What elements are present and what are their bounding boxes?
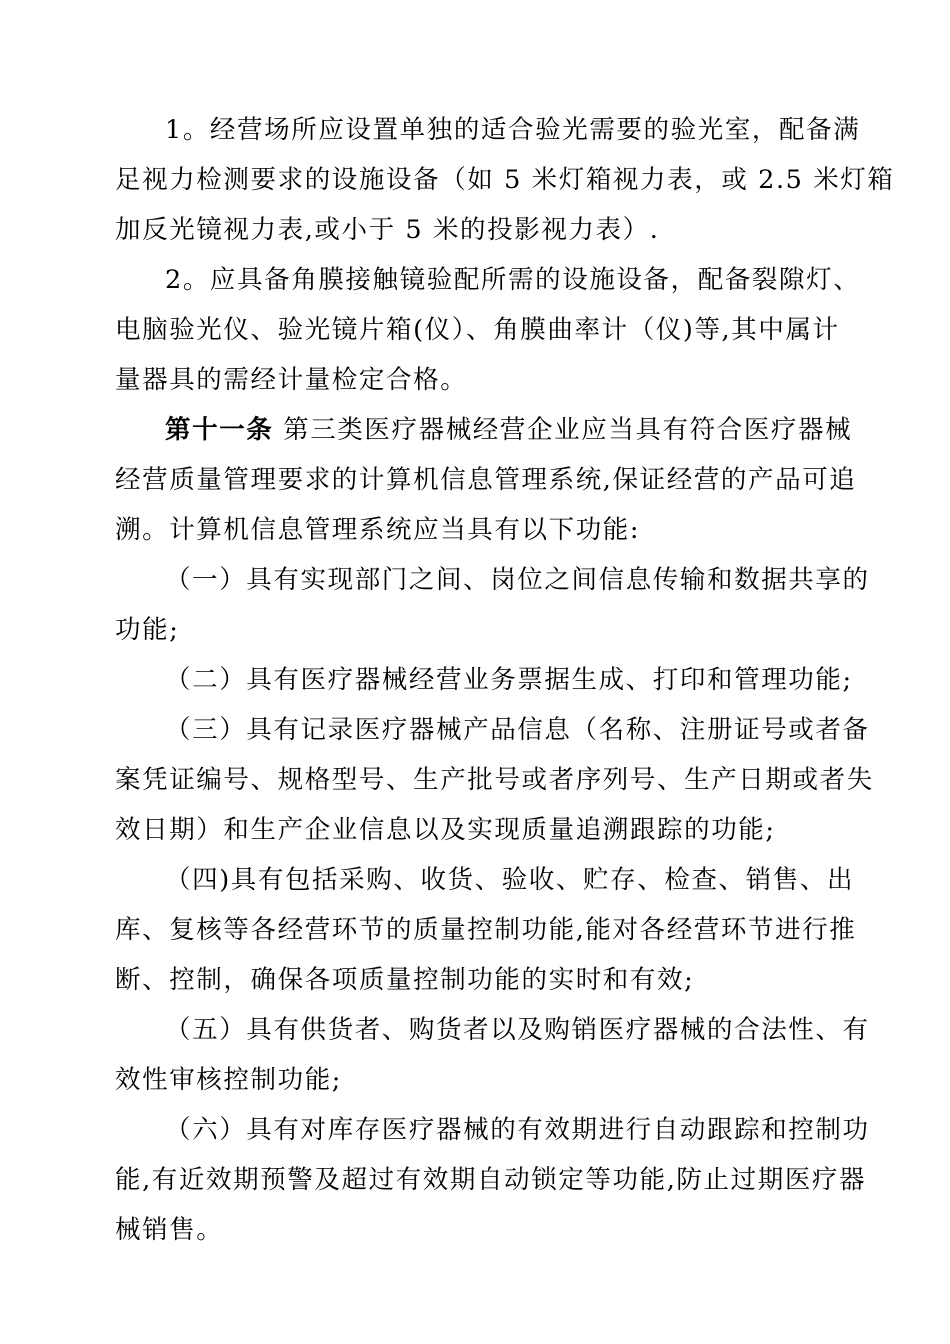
text-line: 案凭证编号、规格型号、生产批号或者序列号、生产日期或者失 <box>115 765 874 795</box>
text-line: （二）具有医疗器械经营业务票据生成、打印和管理功能; <box>165 665 853 695</box>
text-line: 效日期）和生产企业信息以及实现质量追溯跟踪的功能; <box>115 815 776 845</box>
article-first-line <box>165 414 853 446</box>
text-line: 功能; <box>115 615 180 645</box>
text-line: 械销售。 <box>115 1215 224 1245</box>
text-line: 溯。计算机信息管理系统应当具有以下功能: <box>115 515 641 545</box>
article-heading: 第十一条 <box>165 415 274 445</box>
text-line: 2。应具备角膜接触镜验配所需的设施设备，配备裂隙灯、 <box>165 265 861 295</box>
article-text: 第三类医疗器械经营企业应当具有符合医疗器械 <box>273 415 853 445</box>
text-line: 断、控制，确保各项质量控制功能的实时和有效; <box>115 965 695 995</box>
text-line: （一）具有实现部门之间、岗位之间信息传输和数据共享的 <box>165 565 870 595</box>
text-line: 效性审核控制功能; <box>115 1065 342 1095</box>
text-line: 量器具的需经计量检定合格。 <box>115 365 468 395</box>
text-line: 1。经营场所应设置单独的适合验光需要的验光室，配备满 <box>165 115 861 145</box>
text-line: （四)具有包括采购、收货、验收、贮存、检查、销售、出 <box>165 865 855 895</box>
text-line: 电脑验光仪、验光镜片箱(仪）、角膜曲率计（仪)等,其中属计 <box>115 315 840 345</box>
text-line: （六）具有对库存医疗器械的有效期进行自动跟踪和控制功 <box>165 1115 870 1145</box>
text-line: （三）具有记录医疗器械产品信息（名称、注册证号或者备 <box>165 715 870 745</box>
text-line: 经营质量管理要求的计算机信息管理系统,保证经营的产品可追 <box>115 465 857 495</box>
text-line: （五）具有供货者、购货者以及购销医疗器械的合法性、有 <box>165 1015 870 1045</box>
text-line: 足视力检测要求的设施设备（如 5 米灯箱视力表，或 2.5 米灯箱 <box>115 165 895 195</box>
text-line: 加反光镜视力表,或小于 5 米的投影视力表）. <box>115 215 660 245</box>
text-line: 库、复核等各经营环节的质量控制功能,能对各经营环节进行推 <box>115 915 857 945</box>
text-line: 能,有近效期预警及超过有效期自动锁定等功能,防止过期医疗器 <box>115 1165 867 1195</box>
